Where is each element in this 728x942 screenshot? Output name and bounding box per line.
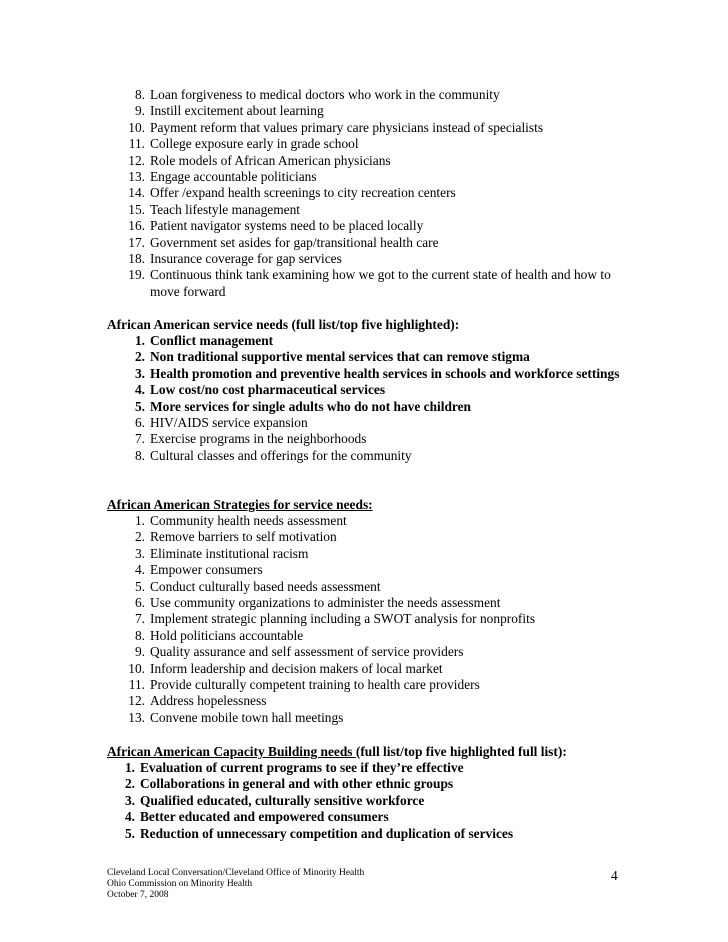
list-item bbox=[0, 760, 620, 776]
list-item bbox=[0, 202, 620, 218]
list-item bbox=[0, 595, 620, 611]
list-item-text: Role models of African American physicians bbox=[150, 152, 391, 168]
list-item-number: 15. bbox=[128, 201, 145, 217]
list-item-text: Loan forgiveness to medical doctors who work in the community bbox=[150, 87, 500, 102]
list-item bbox=[0, 136, 620, 152]
list-item-text: Health promotion and preventive health services in schools and workforce settings bbox=[150, 365, 620, 381]
list-item-text: Offer /expand health screenings to city recreation centers bbox=[150, 185, 456, 201]
list-item-text: Provide culturally competent training to health care providers bbox=[150, 677, 480, 693]
list-item-number: 7. bbox=[134, 431, 145, 447]
list-item-text: Better educated and empowered consumers bbox=[140, 809, 389, 825]
list-item-text: HIV/AIDS service expansion bbox=[150, 415, 308, 431]
list-item bbox=[0, 103, 620, 119]
list-item bbox=[0, 415, 620, 431]
list-item-number: 12. bbox=[128, 152, 145, 168]
list-item bbox=[0, 644, 620, 660]
list-item bbox=[0, 87, 620, 103]
list-item-number: 8. bbox=[134, 447, 145, 463]
list-item-text: Quality assurance and self assessment of service providers bbox=[150, 644, 464, 660]
list-item-number: 8. bbox=[134, 87, 145, 102]
list-item bbox=[0, 185, 620, 201]
strategies-heading bbox=[107, 497, 373, 513]
list-item bbox=[0, 776, 620, 792]
list-item-text: Non traditional supportive mental services that can remove stigma bbox=[150, 349, 530, 365]
list-item bbox=[0, 661, 620, 677]
list-item-text: Continuous think tank examining how we got to the current state of health and how to move forward bbox=[150, 267, 611, 299]
list-item-text: College exposure early in grade school bbox=[150, 136, 359, 152]
list-item-text: Exercise programs in the neighborhoods bbox=[150, 431, 367, 447]
list-item-text: Remove barriers to self motivation bbox=[150, 529, 337, 545]
list-item-number: 12. bbox=[128, 693, 145, 709]
list-item bbox=[0, 448, 620, 464]
service-needs-heading: African American service needs (full list/top five highlighted): bbox=[107, 317, 460, 332]
list-item-number: 6. bbox=[134, 595, 145, 611]
list-item bbox=[0, 529, 620, 545]
list-item bbox=[0, 349, 620, 365]
list-item bbox=[0, 333, 620, 349]
list-item-text: Low cost/no cost pharmaceutical services bbox=[150, 382, 386, 398]
list-item-text: Patient navigator systems need to be placed locally bbox=[150, 218, 424, 234]
list-item bbox=[0, 579, 620, 595]
list-item-number: 18. bbox=[128, 251, 145, 267]
list-item bbox=[0, 218, 620, 234]
list-item-number: 7. bbox=[134, 611, 145, 627]
list-item bbox=[0, 611, 620, 627]
list-item-number: 3. bbox=[124, 792, 135, 808]
community-needs-list-continued bbox=[0, 87, 620, 300]
list-item bbox=[0, 809, 620, 825]
capacity-building-heading-rest: (full list/top five highlighted full list): bbox=[355, 744, 567, 759]
list-item-number: 16. bbox=[128, 218, 145, 234]
list-item bbox=[0, 562, 620, 578]
list-item bbox=[0, 399, 620, 415]
list-item bbox=[0, 710, 620, 726]
list-item bbox=[0, 677, 620, 693]
list-item bbox=[0, 513, 620, 529]
list-item-number: 3. bbox=[134, 545, 145, 561]
list-item-number: 2. bbox=[134, 349, 145, 365]
strategies-heading-text: African American Strategies for service needs: bbox=[107, 497, 373, 512]
list-item-text: Address hopelessness bbox=[150, 693, 267, 709]
list-item-number: 13. bbox=[128, 169, 145, 185]
strategies-list bbox=[0, 513, 620, 726]
list-item-text: Engage accountable politicians bbox=[150, 169, 317, 185]
list-item bbox=[0, 382, 620, 398]
list-item-number: 9. bbox=[134, 644, 145, 660]
list-item bbox=[0, 120, 620, 136]
page-footer bbox=[107, 868, 364, 902]
footer-line-1: Cleveland Local Conversation/Cleveland Office of Minority Health bbox=[107, 868, 365, 878]
list-item-number: 4. bbox=[134, 382, 145, 398]
list-item-number: 10. bbox=[128, 119, 145, 135]
list-item-text: Empower consumers bbox=[150, 562, 263, 578]
list-item-number: 2. bbox=[134, 529, 145, 545]
list-item-number: 5. bbox=[134, 398, 145, 414]
list-item bbox=[0, 251, 620, 267]
list-item-text: Qualified educated, culturally sensitive workforce bbox=[140, 792, 425, 808]
list-item-number: 6. bbox=[134, 415, 145, 431]
list-item-text: Implement strategic planning including a SWOT analysis for nonprofits bbox=[150, 611, 536, 627]
list-item-text: Instill excitement about learning bbox=[150, 103, 324, 119]
list-item-number: 2. bbox=[124, 776, 135, 792]
list-item-number: 3. bbox=[134, 365, 145, 381]
list-item-text: Insurance coverage for gap services bbox=[150, 251, 342, 267]
list-item bbox=[0, 169, 620, 185]
list-item-number: 19. bbox=[128, 267, 145, 283]
capacity-building-heading-underlined: African American Capacity Building needs bbox=[107, 744, 356, 759]
list-item-number: 4. bbox=[134, 562, 145, 578]
list-item-number: 8. bbox=[134, 627, 145, 643]
list-item-number: 10. bbox=[128, 660, 145, 676]
list-item-text: Conduct culturally based needs assessment bbox=[150, 578, 381, 594]
footer-line-3: October 7, 2008 bbox=[107, 890, 169, 901]
list-item-text: Government set asides for gap/transitional health care bbox=[150, 234, 439, 250]
list-item-text: Hold politicians accountable bbox=[150, 627, 304, 643]
list-item-text: Cultural classes and offerings for the community bbox=[150, 447, 412, 463]
list-item-number: 17. bbox=[128, 234, 145, 250]
list-item bbox=[0, 693, 620, 709]
list-item-number: 14. bbox=[128, 185, 145, 201]
footer-line-2: Ohio Commission on Minority Health bbox=[107, 879, 253, 890]
list-item-text: Evaluation of current programs to see if they’re effective bbox=[140, 760, 464, 775]
list-item-number: 1. bbox=[124, 760, 135, 775]
list-item-number: 5. bbox=[124, 825, 135, 841]
list-item-text: Conflict management bbox=[150, 333, 274, 348]
list-item bbox=[0, 366, 620, 382]
list-item bbox=[0, 431, 620, 447]
list-item bbox=[0, 546, 620, 562]
list-item bbox=[0, 153, 620, 169]
list-item-text: Teach lifestyle management bbox=[150, 201, 301, 217]
list-item-number: 9. bbox=[134, 103, 145, 119]
list-item-number: 11. bbox=[128, 136, 145, 152]
list-item-text: Eliminate institutional racism bbox=[150, 545, 309, 561]
list-item-text: Community health needs assessment bbox=[150, 513, 347, 528]
page-number: 4 bbox=[611, 868, 618, 883]
list-item-number: 1. bbox=[134, 513, 145, 528]
list-item bbox=[0, 793, 620, 809]
list-item-text: More services for single adults who do not have children bbox=[150, 398, 472, 414]
list-item-text: Convene mobile town hall meetings bbox=[150, 709, 344, 725]
list-item-number: 1. bbox=[134, 333, 145, 348]
list-item-text: Collaborations in general and with other ethnic groups bbox=[140, 776, 454, 792]
service-needs-list bbox=[0, 333, 620, 464]
list-item bbox=[0, 267, 620, 300]
list-item-number: 13. bbox=[128, 709, 145, 725]
list-item bbox=[0, 826, 620, 842]
list-item-text: Payment reform that values primary care physicians instead of specialists bbox=[150, 119, 544, 135]
list-item bbox=[0, 628, 620, 644]
list-item-number: 11. bbox=[128, 677, 145, 693]
list-item-number: 4. bbox=[124, 809, 135, 825]
list-item-number: 5. bbox=[134, 578, 145, 594]
list-item-text: Reduction of unnecessary competition and duplication of services bbox=[140, 825, 514, 841]
list-item-text: Inform leadership and decision makers of local market bbox=[150, 660, 443, 676]
capacity-building-list bbox=[0, 760, 620, 842]
list-item-text: Use community organizations to administer the needs assessment bbox=[150, 595, 501, 611]
list-item bbox=[0, 235, 620, 251]
capacity-building-heading bbox=[107, 744, 567, 760]
